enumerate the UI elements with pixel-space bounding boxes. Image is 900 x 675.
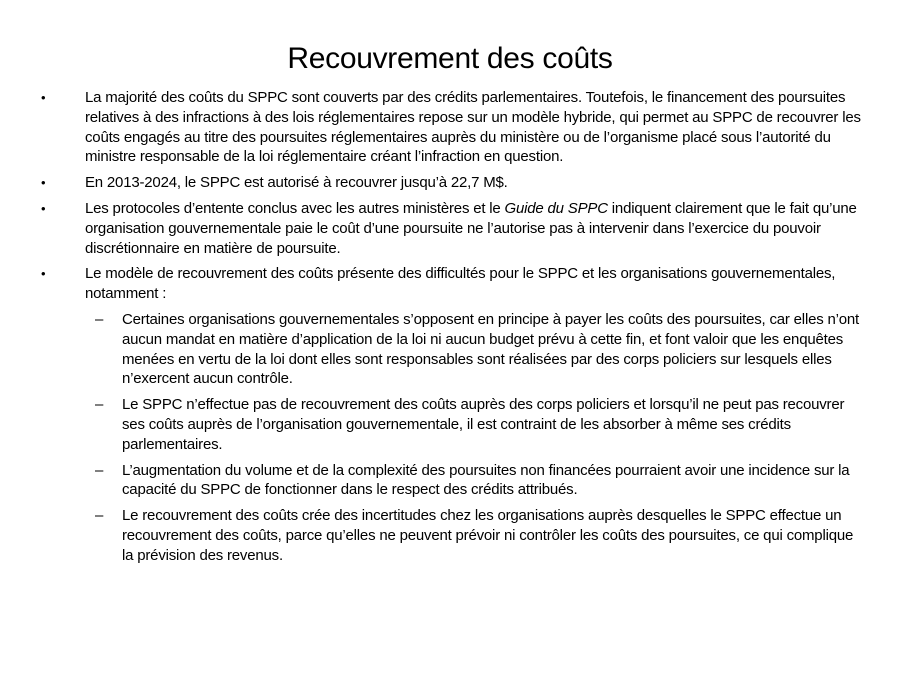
dash-marker: –	[95, 396, 104, 414]
page-title: Recouvrement des coûts	[287, 42, 613, 75]
bullet-text: Le recouvrement des coûts crée des incertitudes chez les organisations auprès desquelles le SPPC effectue un recouvrement des coûts, parce qu’elles ne peuvent prévoir ni contrôler les coûts des poursuites, ce qui complique la prévision des revenus.	[122, 507, 854, 564]
guide-du-sppc-italic: Guide du SPPC	[504, 199, 608, 217]
bullet-item-4	[35, 264, 868, 304]
bullet-text: L’augmentation du volume et de la complexité des poursuites non financées pourraient avoir une incidence sur la capacité du SPPC de fonctionner dans le respect des crédits attribués.	[122, 461, 850, 499]
dash-marker: –	[95, 461, 104, 479]
bullet-text-segment: Les protocoles d’entente conclus avec les autres ministères et le	[85, 199, 505, 217]
bullet-text	[85, 199, 868, 258]
bullet-marker: •	[41, 200, 46, 216]
bullet-item-1	[35, 88, 868, 167]
sub-bullet-item-3	[95, 461, 868, 501]
bullet-text: Le modèle de recouvrement des coûts présente des difficultés pour le SPPC et les organisations gouvernementales, notamment :	[85, 265, 836, 303]
bullet-item-2	[35, 173, 868, 193]
dash-marker: –	[95, 507, 104, 525]
bullet-item-3	[35, 199, 868, 258]
dash-marker: –	[95, 310, 104, 328]
bullet-marker: •	[41, 90, 46, 105]
bullet-marker: •	[41, 266, 46, 282]
sub-bullet-item-1	[95, 310, 868, 389]
bullet-text: En 2013-2024, le SPPC est autorisé à recouvrer jusqu’à 22,7 M$.	[85, 174, 508, 192]
slide-body	[0, 88, 900, 566]
bullet-marker: •	[41, 175, 46, 191]
sub-bullet-item-2	[95, 395, 868, 454]
sub-bullet-item-4	[95, 506, 868, 565]
bullet-text: La majorité des coûts du SPPC sont couverts par des crédits parlementaires. Toutefois, le financement des poursuites relatives à des infractions à des lois réglementaires repose sur un modèle hybride, qui permet au SPPC de recouvrer les coûts engagés au titre des poursuites réglementaires auprès du ministère ou de l’organisme placé sous l’autorité du ministre responsable de la loi réglementaire créant l’infraction en question.	[85, 89, 861, 166]
bullet-text: Le SPPC n’effectue pas de recouvrement des coûts auprès des corps policiers et lorsqu’il ne peut pas recouvrer ses coûts auprès de l’organisation gouvernementale, il est contraint de les absorber à même ses crédits parlementaires.	[122, 396, 845, 453]
bullet-text: Certaines organisations gouvernementales s’opposent en principe à payer les coûts des poursuites, car elles n’ont aucun mandat en matière d’application de la loi ni aucun budget prévu à cette fin, et font valoir que les enquêtes menées en vertu de la loi dont elles sont responsables sont réalisées par des corps policiers sur lesquels elles n’exercent aucun contrôle.	[122, 310, 860, 388]
bullet-text-segment: indiquent clairement que le fait qu’une organisation gouvernementale paie le coût d’une poursuite ne l’autorise pas à intervenir dans l’exercice du pouvoir discrétionnaire en matière de poursuite.	[85, 199, 857, 257]
